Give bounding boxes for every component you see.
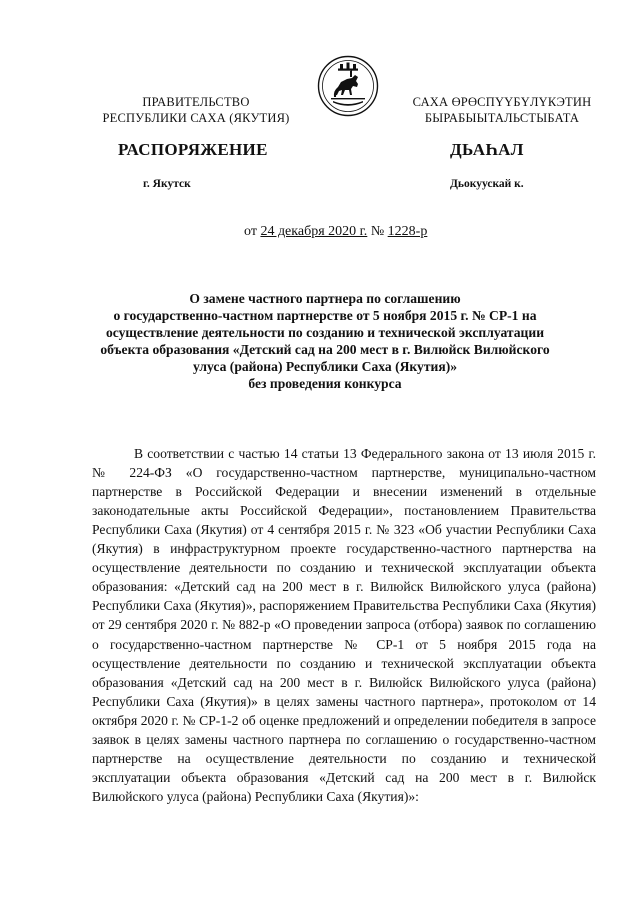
document-number: 1228-р <box>387 224 428 239</box>
city-left: г. Якутск <box>143 178 191 190</box>
coat-of-arms-sakha-icon <box>317 55 379 117</box>
title-line: объекта образования «Детский сад на 200 мест в г. Вилюйск Вилюйского <box>100 342 550 357</box>
date-number-line <box>244 224 427 240</box>
title-line: осуществление деятельности по созданию и технической эксплуатации <box>105 325 545 340</box>
body-paragraph: В соответствии с частью 14 статьи 13 Федерального закона от 13 июля 2015 г. № 224-ФЗ «О государственно-частном партнерстве, муниципально-частном партнерстве в Российской Федерации и внесении изменений в отдельные законодательные акты Российской Федерации», постановлением Правительства Республики Саха (Якутия) от 4 сентября 2015 г. № 323 «Об участии Республики Саха (Якутия) в инфраструктурном проекте государственно-частного партнерства на осуществление деятельности по созданию и технической эксплуатации объекта образования: «Детский сад на 200 мест в г. Вилюйск Вилюйского улуса (района) Республики Саха (Якутия)», распоряжением Правительства Республики Саха (Якутия) от 29 сентября 2020 г. № 882-р «О проведении запроса (отбора) заявок по соглашению о государственно-частном партнерстве № СР-1 от 5 ноября 2015 года на осуществление деятельности по созданию и технической эксплуатации объекта образования «Детский сад на 200 мест в г. Вилюйск Вилюйского улуса (района) Республики Саха (Якутия)» в целях замены частного партнера», протоколом от 14 октября 2020 г. № СР-1-2 об оценке предложений и определении победителя в запросе заявок в целях замены частного партнера по соглашению о государственно-частном партнерстве на осуществление деятельности по созданию и технической эксплуатации объекта образования «Детский сад на 200 мест в г. Вилюйск Вилюйского улуса (района) Республики Саха (Якутия)»: <box>92 445 596 805</box>
header-left-line1: ПРАВИТЕЛЬСТВО <box>142 95 250 109</box>
number-sign: № <box>370 224 385 239</box>
document-date: 24 декабря 2020 г. <box>260 224 368 239</box>
title-line: О замене частного партнера по соглашению <box>189 291 461 306</box>
header-left <box>96 94 296 126</box>
title-line: без проведения конкурса <box>248 376 402 391</box>
title-line: о государственно-частном партнерстве от 5 ноября 2015 г. № СР-1 на <box>113 308 537 323</box>
date-prefix: от <box>244 224 257 239</box>
document-title <box>70 290 580 392</box>
city-right: Дьокуускай к. <box>450 178 524 190</box>
header-right-line2: БЫРАБЫЫТАЛЬСТЫБАТА <box>424 111 580 125</box>
header-right-line1: САХА ӨРӨСПҮҮБҮЛҮКЭТИН <box>412 95 592 109</box>
header-left-line2: РЕСПУБЛИКИ САХА (ЯКУТИЯ) <box>102 111 290 125</box>
title-line: улуса (района) Республики Саха (Якутия)» <box>192 359 458 374</box>
doc-type-left: РАСПОРЯЖЕНИЕ <box>118 140 268 159</box>
doc-type-right: ДЬАҺАЛ <box>450 140 524 159</box>
header-right <box>382 94 622 126</box>
